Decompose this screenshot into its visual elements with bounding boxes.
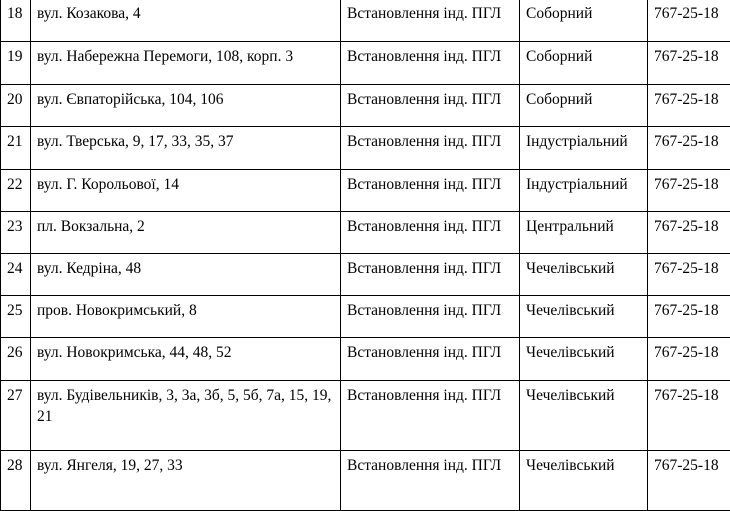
phone-cell: 767-25-18 (648, 254, 730, 296)
row-number: 18 (1, 0, 31, 42)
phone-cell: 767-25-18 (648, 42, 730, 85)
table-row (1, 254, 730, 296)
work-type-cell: Встановлення інд. ПГЛ (341, 0, 520, 42)
work-type-cell: Встановлення інд. ПГЛ (341, 170, 520, 212)
row-number: 28 (1, 451, 31, 511)
phone-cell: 767-25-18 (648, 170, 730, 212)
work-type-cell: Встановлення інд. ПГЛ (341, 381, 520, 451)
row-number: 22 (1, 170, 31, 212)
work-type-cell: Встановлення інд. ПГЛ (341, 296, 520, 338)
work-type-cell: Встановлення інд. ПГЛ (341, 127, 520, 170)
address-cell: вул. Набережна Перемоги, 108, корп. 3 (31, 42, 341, 85)
row-number: 26 (1, 338, 31, 381)
phone-cell: 767-25-18 (648, 212, 730, 254)
phone-cell: 767-25-18 (648, 381, 730, 451)
district-cell: Соборний (520, 0, 648, 42)
district-cell: Чечелівський (520, 381, 648, 451)
work-type-cell: Встановлення інд. ПГЛ (341, 212, 520, 254)
table-row (1, 296, 730, 338)
work-type-cell: Встановлення інд. ПГЛ (341, 451, 520, 511)
phone-cell: 767-25-18 (648, 127, 730, 170)
address-cell: вул. Будівельників, 3, 3а, 3б, 5, 5б, 7а, 15, 19, 21 (31, 381, 341, 451)
district-cell: Чечелівський (520, 338, 648, 381)
address-cell: пл. Вокзальна, 2 (31, 212, 341, 254)
address-cell: вул. Г. Корольової, 14 (31, 170, 341, 212)
table-row (1, 0, 730, 42)
address-cell: вул. Янгеля, 19, 27, 33 (31, 451, 341, 511)
table-row (1, 42, 730, 85)
table-row (1, 170, 730, 212)
table-row (1, 338, 730, 381)
phone-cell: 767-25-18 (648, 296, 730, 338)
district-cell: Соборний (520, 42, 648, 85)
row-number: 20 (1, 85, 31, 127)
row-number: 24 (1, 254, 31, 296)
phone-cell: 767-25-18 (648, 0, 730, 42)
row-number: 19 (1, 42, 31, 85)
district-cell: Індустріальний (520, 170, 648, 212)
address-cell: вул. Новокримська, 44, 48, 52 (31, 338, 341, 381)
table-row (1, 212, 730, 254)
phone-cell: 767-25-18 (648, 451, 730, 511)
address-cell: вул. Козакова, 4 (31, 0, 341, 42)
address-cell: вул. Кедріна, 48 (31, 254, 341, 296)
district-cell: Соборний (520, 85, 648, 127)
table-row (1, 127, 730, 170)
row-number: 21 (1, 127, 31, 170)
address-cell: вул. Євпаторійська, 104, 106 (31, 85, 341, 127)
work-type-cell: Встановлення інд. ПГЛ (341, 254, 520, 296)
address-cell: пров. Новокримський, 8 (31, 296, 341, 338)
table-row (1, 85, 730, 127)
row-number: 27 (1, 381, 31, 451)
work-type-cell: Встановлення інд. ПГЛ (341, 85, 520, 127)
district-cell: Чечелівський (520, 254, 648, 296)
district-cell: Індустріальний (520, 127, 648, 170)
district-cell: Центральний (520, 212, 648, 254)
phone-cell: 767-25-18 (648, 338, 730, 381)
district-cell: Чечелівський (520, 296, 648, 338)
address-cell: вул. Тверська, 9, 17, 33, 35, 37 (31, 127, 341, 170)
district-cell: Чечелівський (520, 451, 648, 511)
row-number: 23 (1, 212, 31, 254)
table-row (1, 451, 730, 511)
table-row (1, 381, 730, 451)
work-type-cell: Встановлення інд. ПГЛ (341, 338, 520, 381)
phone-cell: 767-25-18 (648, 85, 730, 127)
row-number: 25 (1, 296, 31, 338)
work-type-cell: Встановлення інд. ПГЛ (341, 42, 520, 85)
